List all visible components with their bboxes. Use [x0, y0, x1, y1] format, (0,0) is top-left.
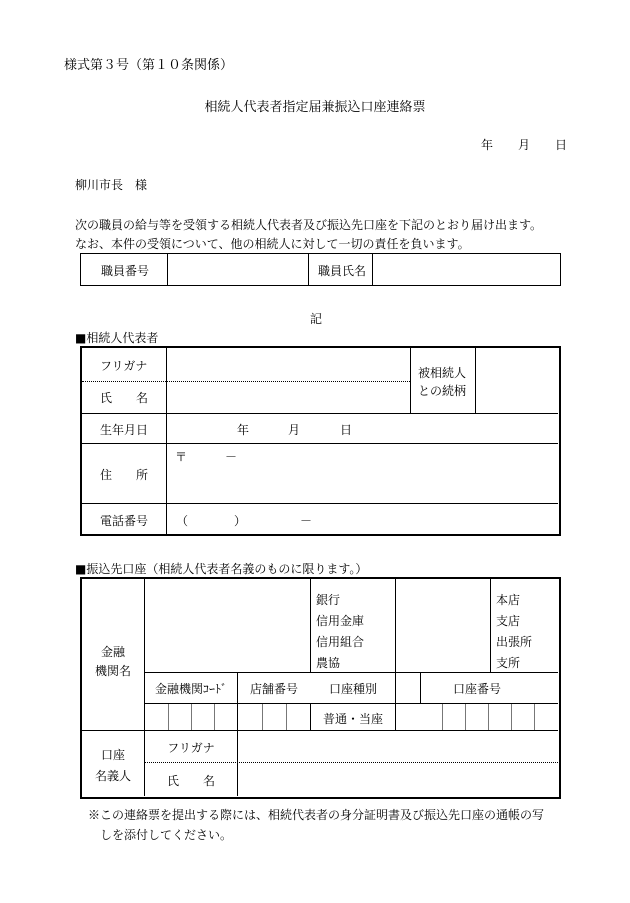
addressee: 柳川市長 様	[75, 178, 148, 192]
birth-month-unit: 月	[288, 423, 301, 437]
type-agri-coop[interactable]: 農協	[316, 656, 341, 670]
heir-furigana-field[interactable]	[167, 348, 410, 381]
account-section-heading: ■振込先口座（相続人代表者名義のものに限ります。）	[75, 562, 368, 576]
address-field[interactable]	[167, 444, 558, 503]
date-day: 日	[555, 138, 568, 152]
employee-number-field[interactable]	[168, 254, 308, 285]
relation-label-1: 被相続人	[418, 366, 467, 380]
account-number-field[interactable]	[396, 704, 558, 730]
branch-office[interactable]: 出張所	[496, 635, 533, 649]
type-credit-union[interactable]: 信用組合	[316, 635, 365, 649]
account-type-value[interactable]: 普通・当座	[322, 712, 383, 726]
type-bank[interactable]: 銀行	[316, 593, 341, 607]
address-label: 住 所	[100, 468, 149, 482]
holder-label-2: 名義人	[94, 769, 131, 783]
birth-year-unit: 年	[237, 423, 250, 437]
holder-name-field[interactable]	[238, 763, 558, 796]
heir-name-field[interactable]	[167, 382, 410, 413]
phone-close-paren: ）	[234, 514, 247, 528]
form-title: 相続人代表者指定届兼振込口座連絡票	[204, 100, 426, 115]
holder-name-label: 氏 名	[166, 774, 215, 788]
date-year: 年	[481, 138, 494, 152]
form-number: 様式第３号（第１０条関係）	[64, 58, 234, 73]
employee-number-label: 職員番号	[101, 264, 150, 278]
branch-code-label: 店舗番号	[249, 682, 298, 696]
birth-day-unit: 日	[340, 423, 353, 437]
institution-code-label: 金融機関ｺｰﾄﾞ	[154, 682, 227, 696]
branch-branch[interactable]: 支所	[496, 656, 521, 670]
account-table	[80, 577, 561, 799]
type-shinkin[interactable]: 信用金庫	[316, 614, 365, 628]
institution-name-field[interactable]	[145, 579, 310, 672]
heir-section-heading: ■相続人代表者	[75, 331, 159, 345]
branch-name-field[interactable]	[396, 579, 490, 672]
employee-name-field[interactable]	[373, 254, 560, 285]
heir-name-label: 氏 名	[100, 391, 149, 405]
note-line-2: しを添付してください。	[100, 828, 233, 842]
note-line-1: ※この連絡票を提出する際には、相続代表者の身分証明書及び振込先口座の通帳の写	[88, 808, 545, 822]
relation-field[interactable]	[476, 348, 558, 413]
institution-label-1: 金融	[100, 645, 125, 659]
phone-dash: －	[300, 514, 313, 528]
intro-line-2: なお、本件の受領について、他の相続人に対して一切の責任を負います。	[75, 237, 470, 251]
branch-sub[interactable]: 支店	[496, 614, 521, 628]
postal-mark: 〒	[175, 450, 188, 464]
date-month: 月	[518, 138, 531, 152]
account-number-label: 口座番号	[452, 682, 501, 696]
institution-code-field[interactable]	[145, 704, 237, 730]
holder-label-1: 口座	[100, 748, 125, 762]
phone-open-paren: （	[176, 514, 189, 528]
institution-label-2: 機関名	[94, 664, 131, 678]
heir-furigana-label: フリガナ	[100, 359, 148, 373]
intro-line-1: 次の職員の給与等を受領する相続人代表者及び振込先口座を下記のとおり届け出ます。	[75, 218, 543, 232]
phone-field[interactable]	[167, 504, 558, 534]
ki-mark: 記	[310, 312, 323, 326]
holder-furigana-label: フリガナ	[167, 741, 215, 755]
phone-label: 電話番号	[100, 514, 149, 528]
branch-main[interactable]: 本店	[496, 593, 521, 607]
account-type-label: 口座種別	[328, 682, 377, 696]
postal-dash: －	[225, 450, 238, 464]
heir-table	[80, 346, 561, 536]
birth-date-label: 生年月日	[100, 423, 149, 437]
branch-code-field[interactable]	[238, 704, 310, 730]
employee-name-label: 職員氏名	[318, 264, 367, 278]
relation-label-2: との続柄	[418, 384, 467, 398]
employee-table	[80, 253, 561, 286]
holder-furigana-field[interactable]	[238, 731, 558, 762]
